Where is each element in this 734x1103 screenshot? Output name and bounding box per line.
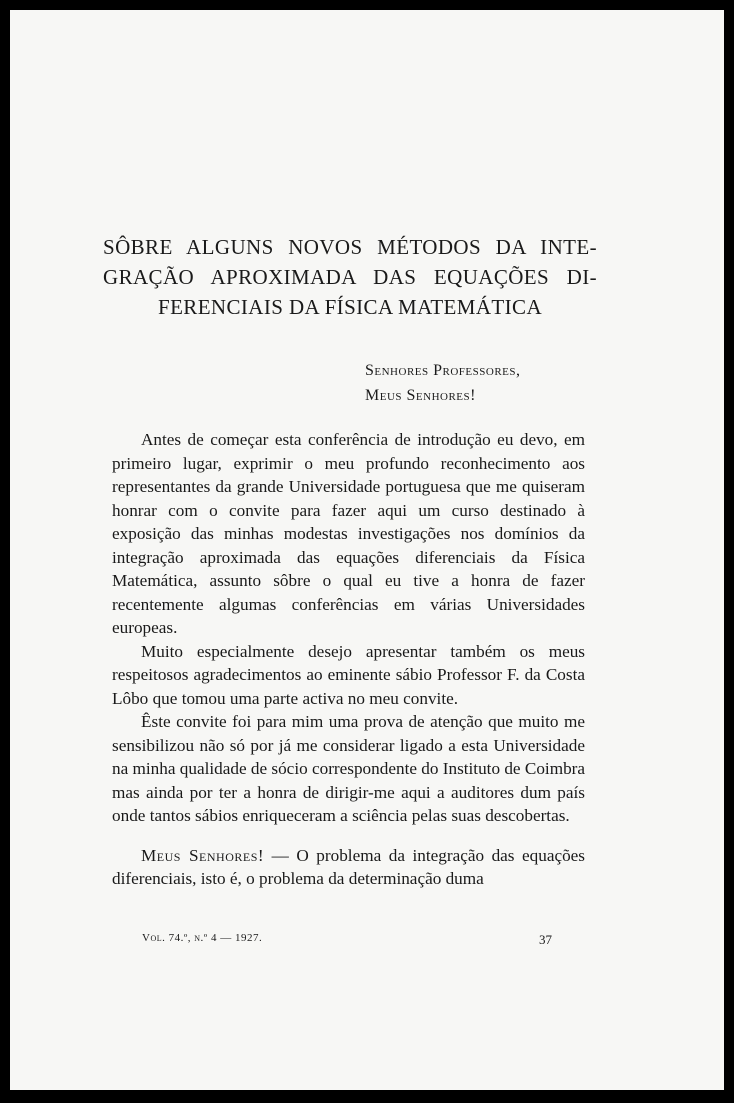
title-line-2: GRAÇÃO APROXIMADA DAS EQUAÇÕES DI- (103, 265, 597, 289)
salutation (365, 358, 521, 408)
body-text (112, 428, 585, 891)
salutation-line-1: Senhores Professores, (365, 362, 521, 379)
salutation-line-2: Meus Senhores! (365, 387, 476, 404)
title-line-1: SÔBRE ALGUNS NOVOS MÉTODOS DA INTE- (103, 235, 597, 259)
title-line-3: FERENCIAIS DA FÍSICA MATEMÁTICA (157, 295, 543, 319)
paragraph-4-text: — O problema da integração das equações diferenciais, isto é, o problema da determinação duma (112, 845, 585, 888)
article-title (103, 232, 597, 322)
paragraph-2: Muito especialmente desejo apresentar também os meus respeitosos agradecimentos ao eminente sábio Professor F. da Costa Lôbo que tomou uma parte activa no meu convite. (112, 641, 585, 708)
paragraph-4-lead: Meus Senhores! (141, 845, 265, 865)
volume-footer: Vol. 74.º, n.º 4 — 1927. (142, 932, 263, 944)
page-number: 37 (539, 932, 552, 947)
paragraph-4 (112, 844, 585, 891)
paragraph-3: Êste convite foi para mim uma prova de atenção que muito me sensibilizou não só por já me considerar ligado a esta Universidade na minha qualidade de sócio correspondente do Instituto de Coimbra mas ainda por ter a honra de dirigir-me aqui a auditores dum país onde tantos sábios enriqueceram a sciência pelas suas descobertas. (112, 712, 586, 825)
paragraph-1: Antes de começar esta conferência de introdução eu devo, em primeiro lugar, exprimir o meu profundo reconhecimento aos representantes da grande Universidade portuguesa que me quiseram honrar com o convite para fazer aqui um curso destinado à exposição das minhas modestas investigações nos domínios da integração aproximada das equações diferenciais da Física Matemática, assunto sôbre o qual eu tive a honra de fazer recentemente algumas conferências em várias Universidades europeas. (112, 430, 585, 637)
